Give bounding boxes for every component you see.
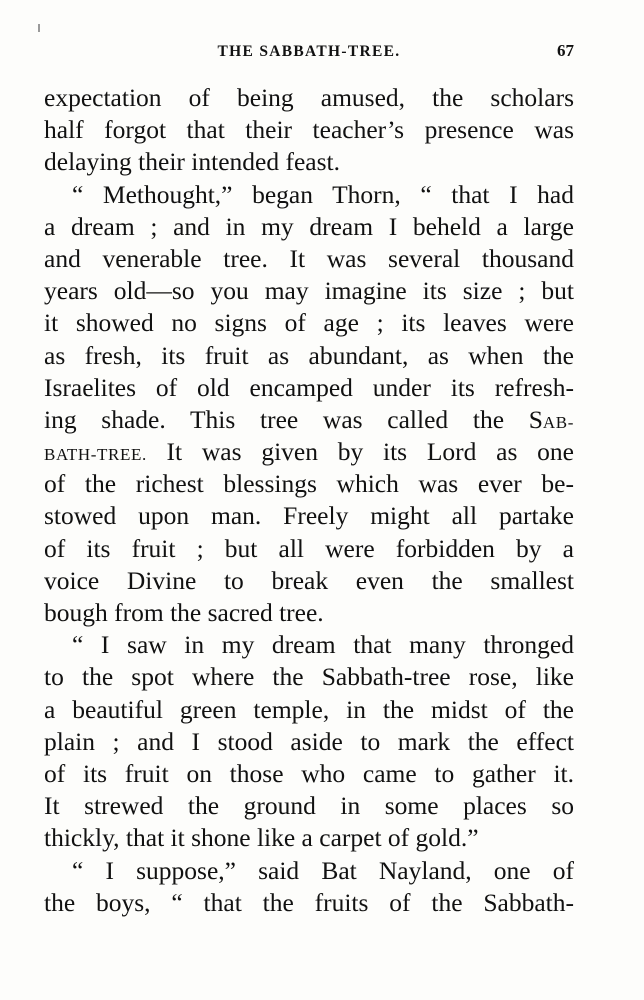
page-number: 67	[557, 41, 574, 60]
small-caps-segment: BATH-TREE.	[44, 445, 147, 465]
text-line: It strewed the ground in some places so	[44, 791, 574, 821]
text-segment: It was given by its Lord as one	[146, 437, 574, 467]
text-line: Israelites of old encamped under its refresh-	[44, 372, 574, 402]
text-line: a beautiful green temple, in the midst of the	[44, 694, 574, 724]
text-line: of its fruit on those who came to gather it.	[44, 758, 574, 788]
text-line: “ I saw in my dream that many thronged	[72, 630, 574, 660]
text-line	[44, 404, 574, 436]
text-line: plain ; and I stood aside to mark the effect	[44, 726, 574, 756]
small-caps-segment: AB-	[542, 412, 574, 432]
margin-mark	[38, 24, 40, 32]
text-line: expectation of being amused, the scholars	[44, 83, 574, 112]
running-head	[44, 40, 574, 66]
body-text	[44, 82, 574, 919]
text-line: half forgot that their teacher’s presence was	[44, 115, 574, 145]
text-line	[44, 436, 574, 468]
text-line: bough from the sacred tree.	[44, 598, 324, 627]
text-line: as fresh, its fruit as abundant, as when the	[44, 340, 574, 370]
text-line: of its fruit ; but all were forbidden by a	[44, 533, 574, 563]
text-line: “ I suppose,” said Bat Nayland, one of	[72, 855, 574, 885]
text-line: delaying their intended feast.	[44, 147, 340, 177]
text-line: it showed no signs of age ; its leaves were	[44, 308, 574, 338]
running-title: THE SABBATH-TREE.	[217, 43, 401, 60]
text-line: voice Divine to break even the smallest	[44, 565, 574, 595]
text-line: stowed upon man. Freely might all partake	[44, 501, 574, 531]
text-line: “ Methought,” began Thorn, “ that I had	[72, 179, 574, 209]
text-line: of the richest blessings which was ever be-	[44, 469, 574, 499]
text-line: and venerable tree. It was several thousand	[44, 243, 574, 273]
text-segment: ing shade. This tree was called the S	[44, 404, 543, 434]
text-line: to the spot where the Sabbath-tree rose, like	[44, 662, 574, 692]
text-line: the boys, “ that the fruits of the Sabbath-	[44, 887, 574, 917]
text-line: years old—so you may imagine its size ; but	[44, 276, 574, 306]
text-line: thickly, that it shone like a carpet of gold.”	[44, 823, 479, 853]
text-line: a dream ; and in my dream I beheld a large	[44, 211, 574, 241]
